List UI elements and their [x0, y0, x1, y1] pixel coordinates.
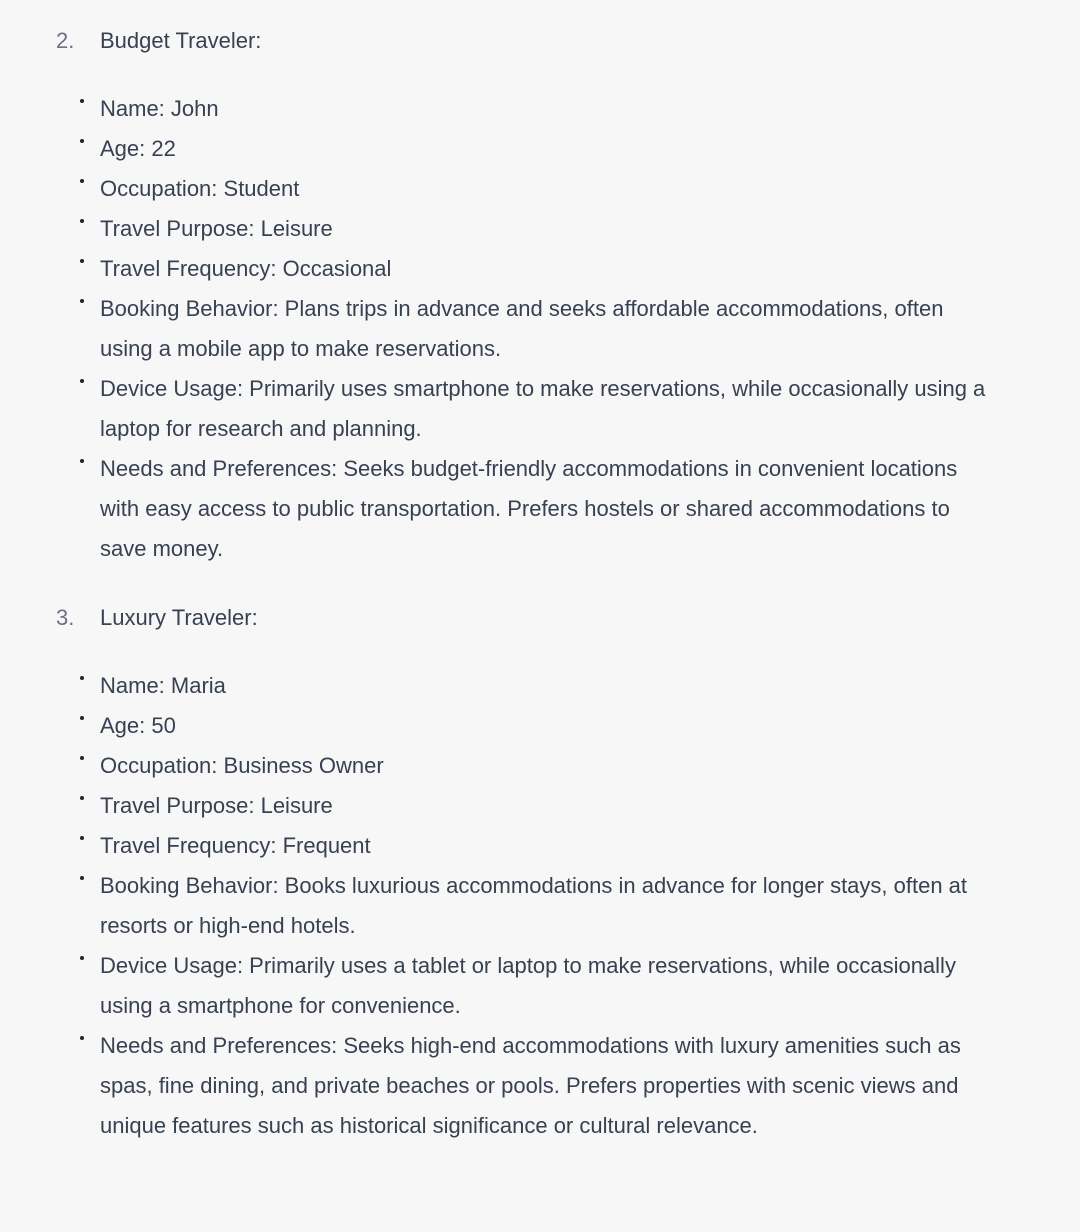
- list-item: [0, 1026, 1000, 1146]
- list-item: [0, 866, 1000, 946]
- list-item-text: Booking Behavior: Books luxurious accommodations in advance for longer stays, often at resorts or high-end hotels.: [100, 873, 968, 938]
- bullet-dot-icon: [80, 179, 84, 183]
- list-item: [0, 786, 1000, 826]
- list-item: [0, 249, 1000, 289]
- bullet-dot-icon: [80, 379, 84, 383]
- list-item-text: Travel Purpose: Leisure: [100, 793, 333, 818]
- bullet-dot-icon: [80, 836, 84, 840]
- bullet-dot-icon: [80, 219, 84, 223]
- bullet-list: [0, 666, 1080, 1146]
- list-item-text: Occupation: Student: [100, 176, 300, 201]
- bullet-dot-icon: [80, 99, 84, 103]
- list-item-text: Age: 50: [100, 713, 176, 738]
- list-item: [0, 89, 1000, 129]
- bullet-dot-icon: [80, 756, 84, 760]
- list-item: [0, 746, 1000, 786]
- section-heading: [0, 598, 1080, 638]
- bullet-dot-icon: [80, 259, 84, 263]
- list-item-text: Device Usage: Primarily uses a tablet or laptop to make reservations, while occasionally using a smartphone for convenience.: [100, 953, 956, 1018]
- list-item-text: Travel Frequency: Occasional: [100, 256, 392, 281]
- bullet-dot-icon: [80, 1036, 84, 1040]
- list-item-text: Device Usage: Primarily uses smartphone to make reservations, while occasionally using a laptop for research and planning.: [100, 376, 986, 441]
- section-title: Luxury Traveler:: [100, 605, 258, 630]
- list-item-text: Name: John: [100, 96, 219, 121]
- bullet-dot-icon: [80, 676, 84, 680]
- bullet-list: [0, 89, 1080, 569]
- list-item-text: Travel Purpose: Leisure: [100, 216, 333, 241]
- bullet-dot-icon: [80, 459, 84, 463]
- list-item-text: Needs and Preferences: Seeks high-end accommodations with luxury amenities such as spas, fine dining, and private beaches or pools. Prefers properties with scenic views and unique features such as historical significance or cultural relevance.: [100, 1033, 961, 1138]
- bullet-dot-icon: [80, 956, 84, 960]
- list-item-text: Name: Maria: [100, 673, 226, 698]
- section-title: Budget Traveler:: [100, 28, 262, 53]
- list-item: [0, 706, 1000, 746]
- list-item: [0, 826, 1000, 866]
- list-item-text: Travel Frequency: Frequent: [100, 833, 371, 858]
- bullet-dot-icon: [80, 299, 84, 303]
- list-item-text: Needs and Preferences: Seeks budget-friendly accommodations in convenient locations with easy access to public transportation. Prefers hostels or shared accommodations to save money.: [100, 456, 958, 561]
- bullet-dot-icon: [80, 796, 84, 800]
- list-item-text: Age: 22: [100, 136, 176, 161]
- section-number: 2.: [56, 28, 75, 53]
- list-item: [0, 946, 1000, 1026]
- bullet-dot-icon: [80, 716, 84, 720]
- list-item: [0, 289, 1000, 369]
- list-item: [0, 209, 1000, 249]
- list-item: [0, 369, 1000, 449]
- list-item-text: Occupation: Business Owner: [100, 753, 384, 778]
- bullet-dot-icon: [80, 876, 84, 880]
- list-item: [0, 129, 1000, 169]
- bullet-dot-icon: [80, 139, 84, 143]
- section-number: 3.: [56, 605, 75, 630]
- list-item: [0, 666, 1000, 706]
- list-item-text: Booking Behavior: Plans trips in advance and seeks affordable accommodations, often using a mobile app to make reservations.: [100, 296, 944, 361]
- section-heading: [0, 21, 1080, 61]
- list-item: [0, 449, 1000, 569]
- list-item: [0, 169, 1000, 209]
